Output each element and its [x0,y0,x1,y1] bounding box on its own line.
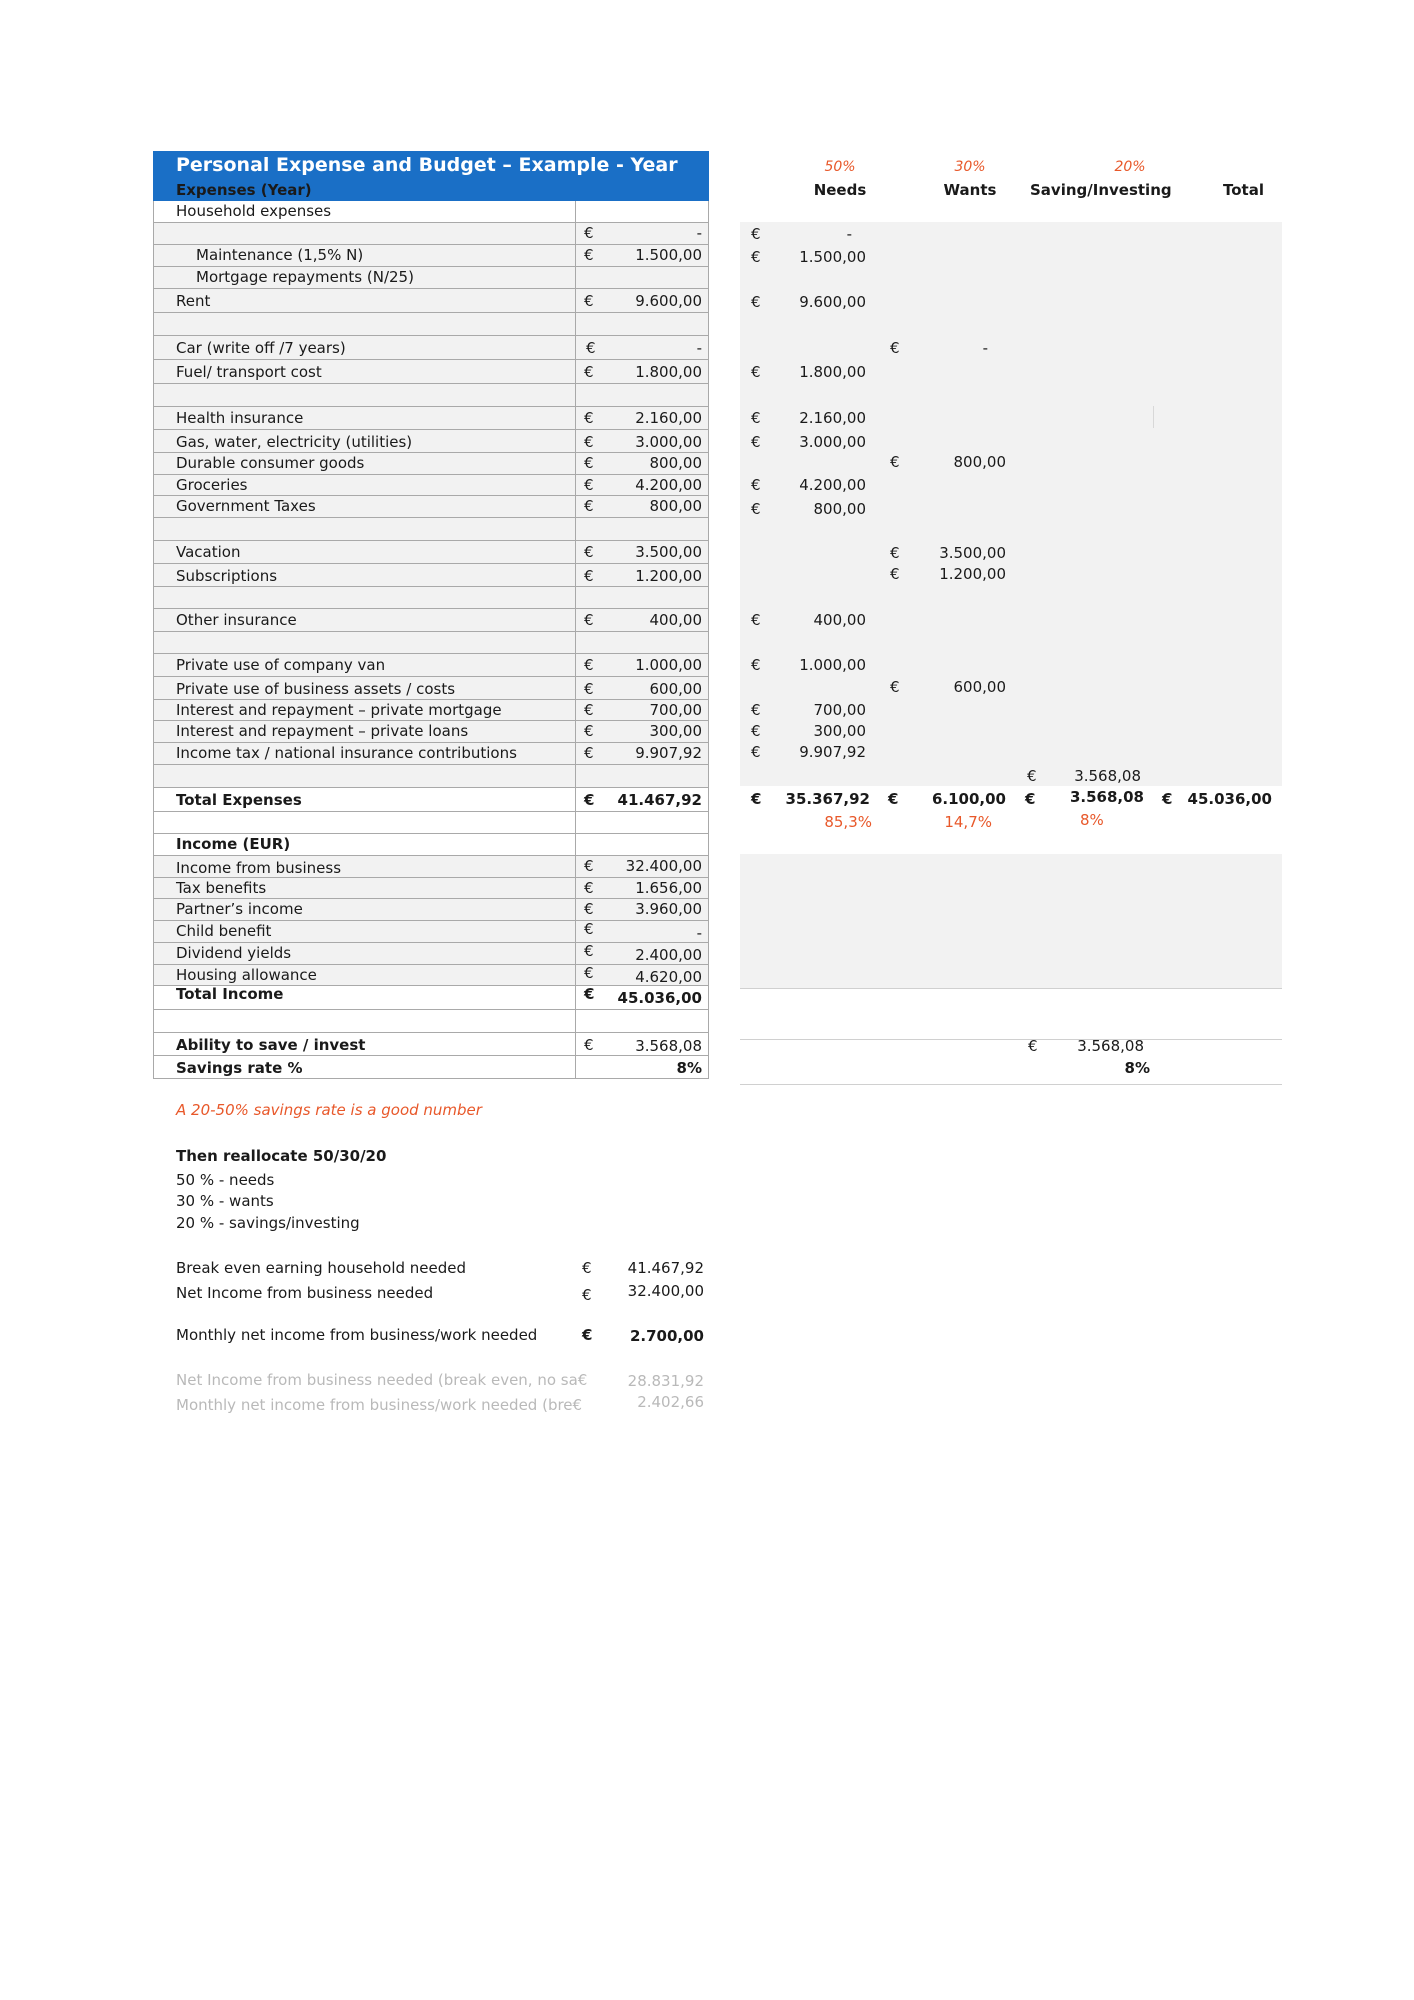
table-row [153,632,709,654]
net-no-save-value: 28.831,92 [627,1372,704,1390]
table-row [153,496,709,518]
income-header: Income (EUR) [176,835,291,853]
needs-value: 700,00 [813,701,866,719]
table-row [153,313,709,336]
euro-sign: € [584,1036,594,1054]
table-row [153,360,709,384]
row-label: Mortgage repayments (N/25) [196,268,414,286]
row-value: 4.200,00 [635,476,702,494]
table-row [153,587,709,609]
row-label: Subscriptions [176,567,278,585]
row-label: Income tax / national insurance contributions [176,744,517,762]
row-value: 300,00 [649,722,702,740]
needs-header: Needs [813,181,867,199]
wants-value: 1.200,00 [939,565,1006,583]
euro-sign: € [584,791,595,809]
row-value: 600,00 [649,680,702,698]
euro-sign: € [584,985,595,1003]
euro-sign: € [582,1326,593,1344]
euro-sign: € [584,964,594,982]
euro-sign: € [584,744,594,762]
savings-rate-right: 8% [1124,1059,1150,1077]
ability-saving-value: 3.568,08 [1077,1037,1144,1055]
table-row [153,245,709,267]
row-value: 9.600,00 [635,292,702,310]
euro-sign: € [751,656,761,674]
row-label: Dividend yields [176,944,292,962]
wants-value: 600,00 [953,678,1006,696]
expenses-header: Expenses (Year) [176,181,312,199]
euro-sign: € [582,1286,592,1304]
table-row [153,518,709,541]
euro-sign: € [584,942,594,960]
row-label: Groceries [176,476,248,494]
euro-sign: € [584,701,594,719]
row-label: Health insurance [176,409,304,427]
needs-value: 400,00 [813,611,866,629]
row-value: 1.656,00 [635,879,702,897]
wants-share: 14,7% [944,813,992,831]
euro-sign: € [890,544,900,562]
euro-sign: € [584,476,594,494]
row-value: 800,00 [649,497,702,515]
euro-sign: € [890,565,900,583]
row-label: Government Taxes [176,497,316,515]
euro-sign: € [582,1259,592,1277]
row-label: Interest and repayment – private mortgage [176,701,502,719]
grand-total: 45.036,00 [1187,790,1272,808]
net-no-save-label: Net Income from business needed (break even, no sa€ [176,1371,588,1389]
break-even-label: Break even earning household needed [176,1259,467,1277]
net-income-value: 32.400,00 [627,1282,704,1300]
euro-sign: € [584,433,594,451]
row-label: Tax benefits [176,879,267,897]
euro-sign: € [751,500,761,518]
row-value: 800,00 [649,454,702,472]
row-label: Savings rate % [176,1059,303,1077]
total-expenses-value: 41.467,92 [617,791,702,809]
needs-value: 1.500,00 [799,248,866,266]
euro-sign: € [890,678,900,696]
table-row [153,654,709,677]
euro-sign: € [751,722,761,740]
total-header: Total [1223,181,1264,199]
savings-investing-note: 20 % - savings/investing [176,1214,360,1232]
needs-value: - [846,225,852,243]
saving-value: 3.568,08 [1074,767,1141,785]
wants-value: - [982,339,988,357]
table-row [153,943,709,965]
euro-sign: € [584,497,594,515]
euro-sign: € [890,339,900,357]
needs-value: 1.000,00 [799,656,866,674]
cell-marker [1153,406,1154,428]
divider [740,1084,1282,1085]
row-label: Gas, water, electricity (utilities) [176,433,413,451]
table-row [153,201,709,223]
euro-sign: € [888,790,899,808]
euro-sign: € [751,743,761,761]
euro-sign: € [751,476,761,494]
table-row [153,475,709,496]
table-row [153,677,709,700]
row-label: Other insurance [176,611,297,629]
row-value: 4.620,00 [635,968,702,986]
break-even-value: 41.467,92 [627,1259,704,1277]
euro-sign: € [584,246,594,264]
table-row [153,289,709,313]
needs-value: 9.907,92 [799,743,866,761]
saving-total: 3.568,08 [1069,788,1144,806]
row-value: 700,00 [649,701,702,719]
table-row [153,1010,709,1033]
euro-sign: € [584,656,594,674]
table-row [153,834,709,856]
euro-sign: € [751,790,762,808]
row-label: Partner’s income [176,900,303,918]
table-row [153,541,709,564]
euro-sign: € [584,454,594,472]
row-label: Durable consumer goods [176,454,365,472]
euro-sign: € [1027,767,1037,785]
row-value: 3.500,00 [635,543,702,561]
table-row [153,564,709,587]
net-income-label: Net Income from business needed [176,1284,434,1302]
table-row [153,430,709,453]
euro-sign: € [751,611,761,629]
needs-value: 800,00 [813,500,866,518]
row-label: Maintenance (1,5% N) [196,246,364,264]
row-value: 1.800,00 [635,363,702,381]
income-allocation-panel [740,854,1282,989]
euro-sign: € [751,248,761,266]
euro-sign: € [584,857,594,875]
euro-sign: € [584,879,594,897]
table-row [153,788,709,812]
savings-note: A 20-50% savings rate is a good number [176,1101,482,1119]
needs-value: 2.160,00 [799,409,866,427]
euro-sign: € [751,225,761,243]
euro-sign: € [584,680,594,698]
reallocate-heading: Then reallocate 50/30/20 [176,1147,387,1165]
row-value: 2.160,00 [635,409,702,427]
row-label: Total Income [176,985,284,1003]
divider [740,1039,1282,1040]
euro-sign: € [584,722,594,740]
needs-total: 35.367,92 [785,790,870,808]
saving-pct: 20% [1114,159,1146,175]
table-row [153,407,709,430]
needs-pct: 50% [824,159,856,175]
wants-pct: 30% [954,159,986,175]
table-row [153,700,709,721]
table-row [153,765,709,788]
euro-sign: € [584,292,594,310]
needs-value: 9.600,00 [799,293,866,311]
row-value: 1.000,00 [635,656,702,674]
row-label: Car (write off /7 years) [176,339,346,357]
savings-rate-value: 8% [676,1059,702,1077]
table-row [153,721,709,743]
table-row [153,856,709,878]
ability-value: 3.568,08 [635,1037,702,1055]
table-row [153,878,709,899]
needs-value: 300,00 [813,722,866,740]
euro-sign: € [586,339,596,357]
row-value: 2.400,00 [635,946,702,964]
table-row [153,1056,709,1079]
row-label: Private use of company van [176,656,386,674]
euro-sign: € [751,363,761,381]
euro-sign: € [1025,790,1036,808]
needs-share: 85,3% [824,813,872,831]
row-value: - [696,924,702,942]
needs-value: 3.000,00 [799,433,866,451]
wants-value: 800,00 [953,453,1006,471]
row-value: 1.500,00 [635,246,702,264]
row-value: 9.907,92 [635,744,702,762]
row-value: 3.960,00 [635,900,702,918]
row-value: - [696,224,702,242]
euro-sign: € [584,363,594,381]
table-row [153,921,709,943]
table-row [153,743,709,765]
table-row [153,965,709,986]
row-label: Household expenses [176,202,332,220]
row-label: Private use of business assets / costs [176,680,456,698]
page-title: Personal Expense and Budget – Example - Year [176,154,678,176]
row-value: 3.000,00 [635,433,702,451]
table-row [153,223,709,245]
row-label: Total Expenses [176,791,302,809]
table-row [153,899,709,921]
euro-sign: € [584,409,594,427]
table-row [153,986,709,1010]
needs-note: 50 % - needs [176,1171,275,1189]
euro-sign: € [584,543,594,561]
euro-sign: € [890,453,900,471]
euro-sign: € [751,293,761,311]
table-row [153,1033,709,1056]
row-label: Rent [176,292,211,310]
monthly-no-save-label: Monthly net income from business/work needed (bre€ [176,1396,583,1414]
monthly-label: Monthly net income from business/work needed [176,1326,538,1344]
row-value: 1.200,00 [635,567,702,585]
row-value: 32.400,00 [625,857,702,875]
euro-sign: € [584,900,594,918]
wants-header: Wants [943,181,997,199]
row-label: Ability to save / invest [176,1036,366,1054]
euro-sign: € [751,433,761,451]
table-row [153,812,709,834]
total-income-value: 45.036,00 [617,989,702,1007]
row-label: Child benefit [176,922,272,940]
needs-value: 1.800,00 [799,363,866,381]
euro-sign: € [584,920,594,938]
saving-share: 8% [1080,811,1104,829]
table-row [153,336,709,360]
table-row [153,609,709,632]
euro-sign: € [584,224,594,242]
euro-sign: € [1162,790,1173,808]
row-label: Housing allowance [176,966,317,984]
row-value: 400,00 [649,611,702,629]
table-row [153,267,709,289]
wants-value: 3.500,00 [939,544,1006,562]
table-row [153,384,709,407]
euro-sign: € [584,567,594,585]
monthly-no-save-value: 2.402,66 [637,1393,704,1411]
needs-value: 4.200,00 [799,476,866,494]
euro-sign: € [584,611,594,629]
row-label: Vacation [176,543,241,561]
euro-sign: € [1028,1037,1038,1055]
euro-sign: € [751,701,761,719]
row-label: Fuel/ transport cost [176,363,322,381]
saving-header: Saving/Investing [1030,181,1172,199]
wants-note: 30 % - wants [176,1192,274,1210]
row-value: - [696,339,702,357]
row-label: Income from business [176,859,342,877]
euro-sign: € [751,409,761,427]
wants-total: 6.100,00 [931,790,1006,808]
monthly-value: 2.700,00 [629,1327,704,1345]
row-label: Interest and repayment – private loans [176,722,469,740]
table-row [153,453,709,475]
